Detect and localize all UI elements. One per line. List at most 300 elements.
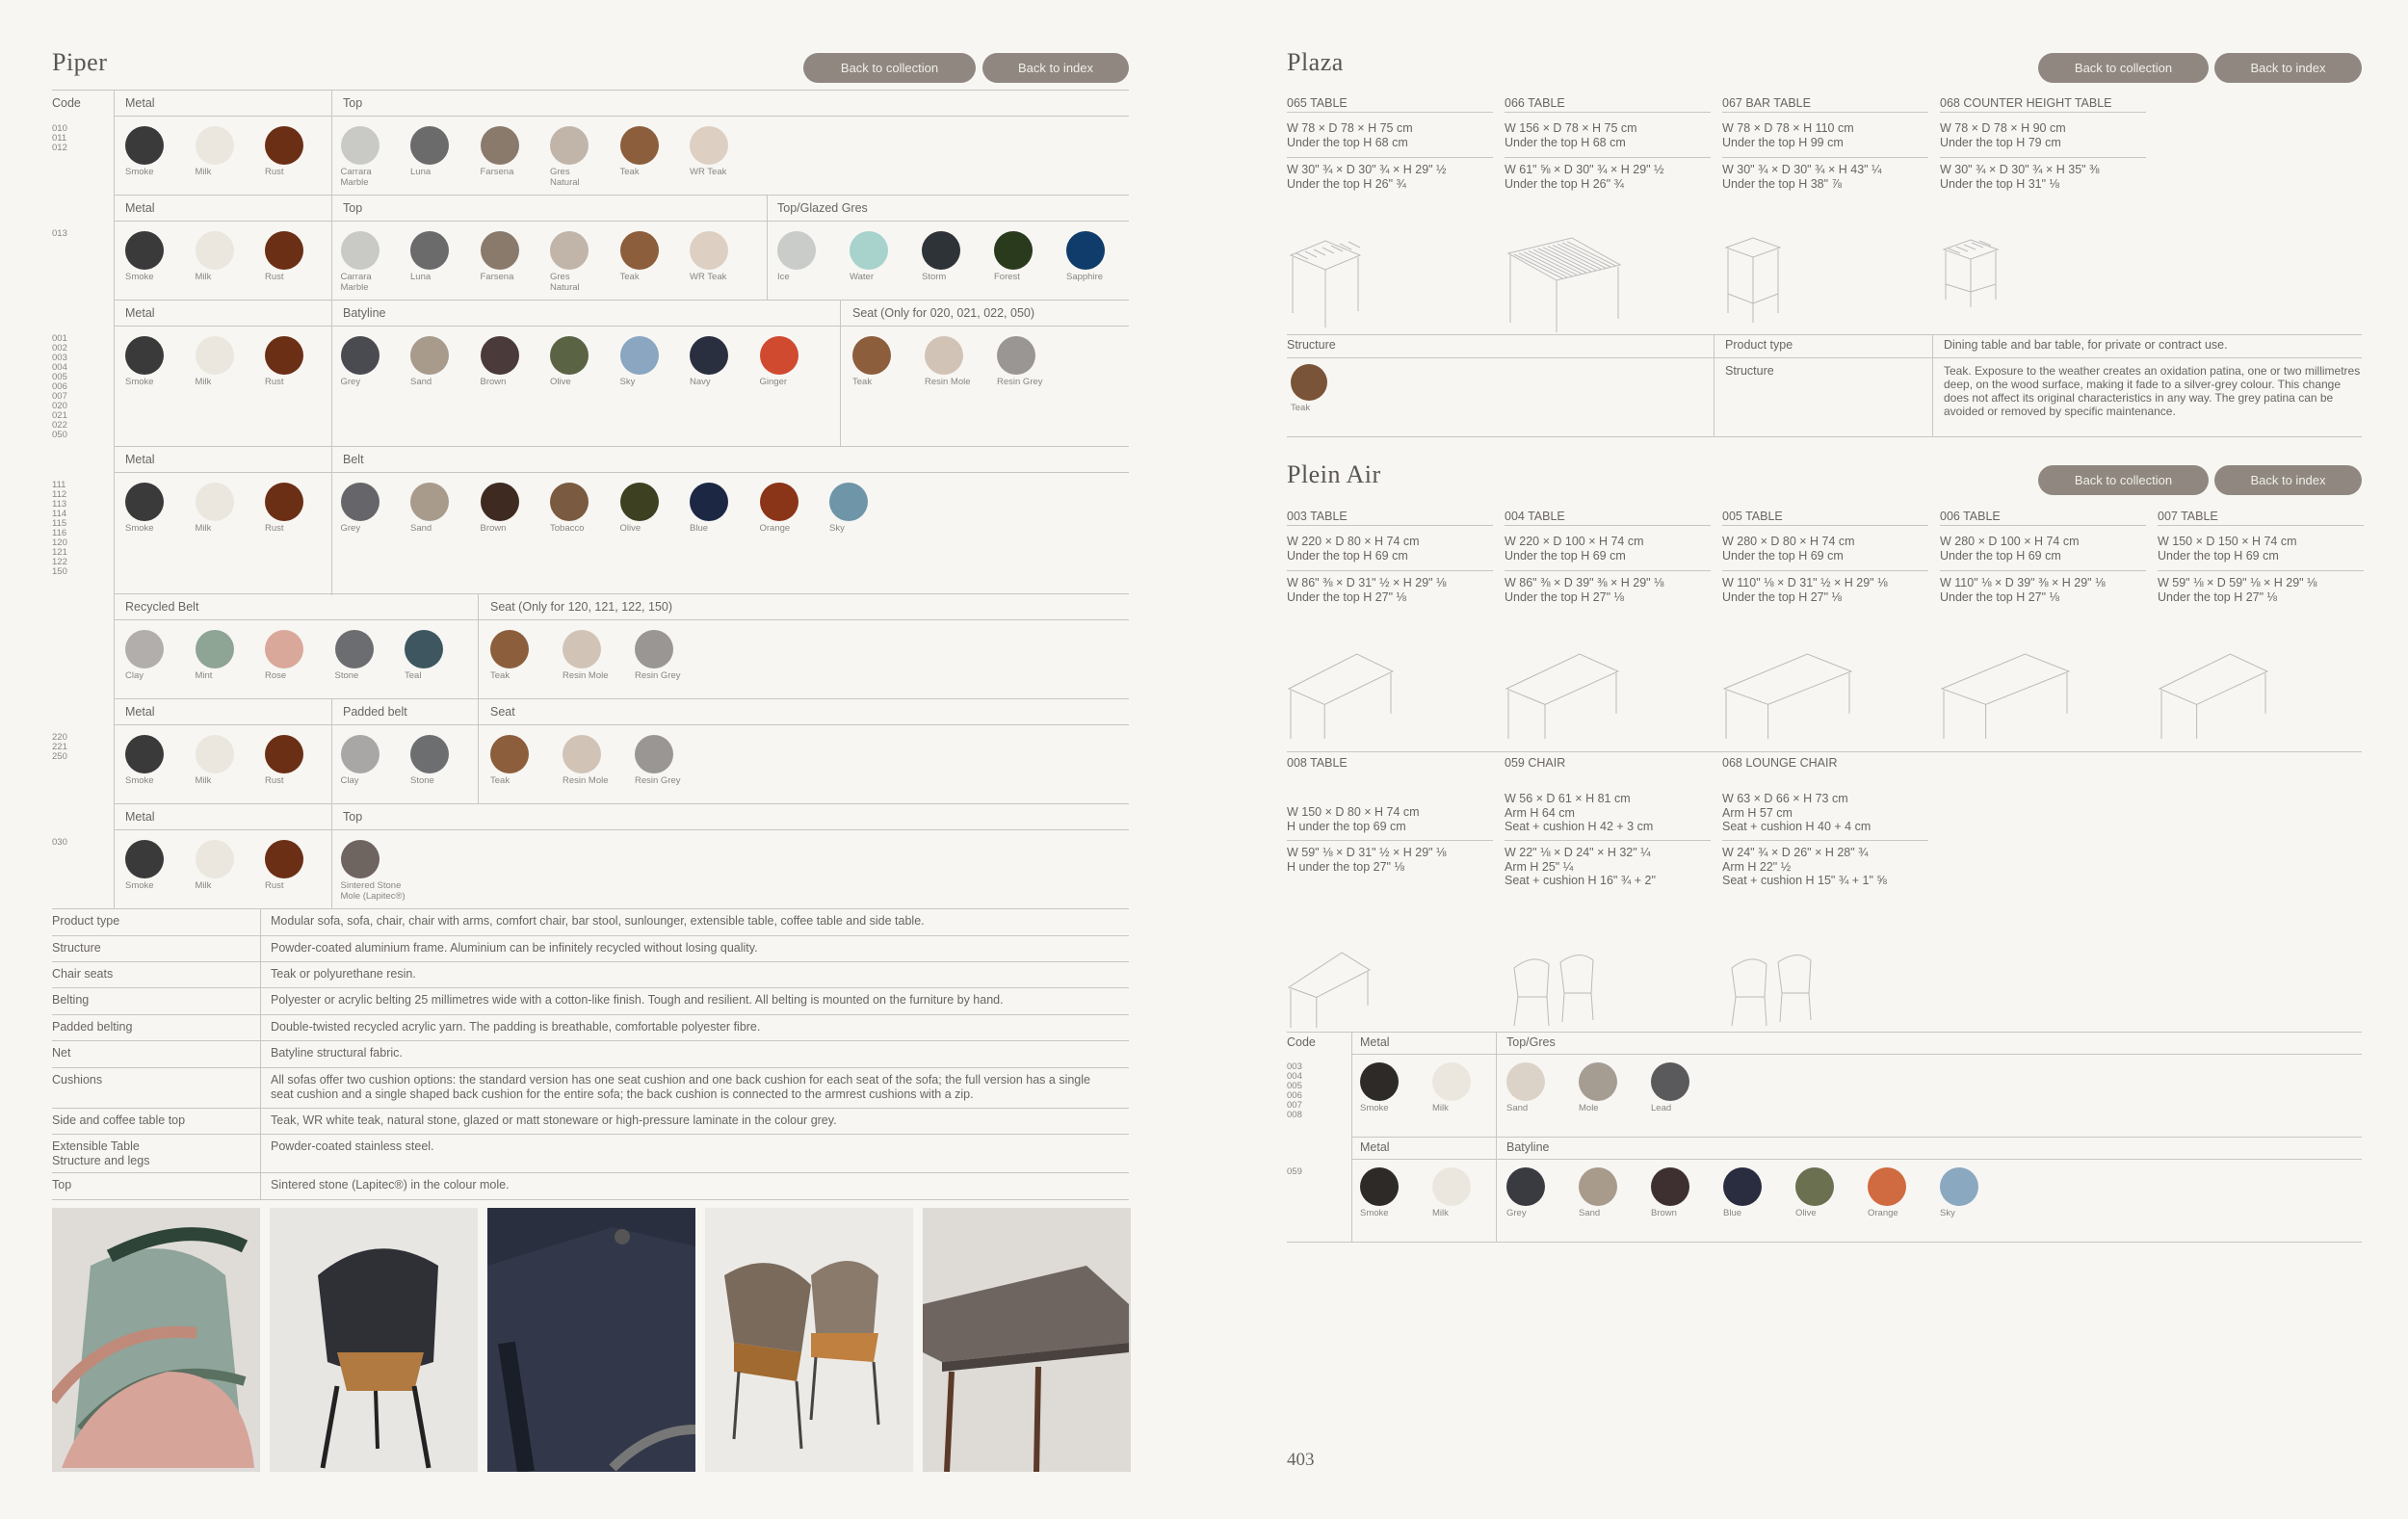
divider (52, 1040, 1129, 1041)
divider (260, 908, 261, 1199)
swatch-circle (550, 483, 589, 521)
swatch-circle (1651, 1062, 1689, 1101)
divider (114, 619, 1129, 620)
product-name: 068 COUNTER HEIGHT TABLE (1940, 96, 2112, 110)
divider (52, 935, 1129, 936)
swatch-circle (997, 336, 1035, 375)
imperial-dimensions: W 59" ⅛ × D 31" ½ × H 29" ⅛ H under the top 27" ⅛ (1287, 846, 1447, 874)
back-to-collection-button[interactable]: Back to collection (803, 53, 976, 83)
divider (1287, 751, 2362, 752)
swatch-circle (1579, 1062, 1617, 1101)
divider (114, 472, 1129, 473)
spec-value: Powder-coated aluminium frame. Aluminium can be infinitely recycled without losing quality. (271, 941, 758, 955)
swatch-label: Orange (1868, 1208, 1898, 1218)
group-header: Batyline (1506, 1140, 1550, 1154)
swatch-label: Olive (550, 377, 571, 387)
swatch-label: Milk (195, 272, 212, 282)
back-to-collection-button[interactable]: Back to collection (2038, 465, 2209, 495)
swatch-label: Stone (410, 775, 434, 786)
swatch-circle (925, 336, 963, 375)
product-line-drawing (1722, 650, 1853, 746)
swatch-circle (410, 483, 449, 521)
group-header: Seat (Only for 120, 121, 122, 150) (490, 600, 673, 614)
swatch-circle (1940, 1167, 1978, 1206)
group-header: Belt (343, 453, 364, 466)
group-header: Metal (1360, 1035, 1390, 1049)
metric-dimensions: W 56 × D 61 × H 81 cm Arm H 64 cm Seat + cushion H 42 + 3 cm (1505, 792, 1654, 833)
swatch-label: Sand (1506, 1103, 1529, 1113)
group-header: Seat (490, 705, 515, 719)
product-codes: 220 221 250 (52, 732, 67, 762)
swatch-circle (410, 126, 449, 165)
product-line-drawing (1287, 650, 1395, 746)
group-header: Metal (125, 453, 155, 466)
divider (1287, 334, 2362, 335)
spec-value: Powder-coated stainless steel. (271, 1139, 434, 1153)
swatch-circle (563, 630, 601, 668)
divider (52, 1108, 1129, 1109)
swatch-label: Brown (480, 523, 507, 534)
structure-text: Teak. Exposure to the weather creates an oxidation patina, one or two millimetres deep, on the wood surface, making it fade to a silver-grey colour. This change does not affect its original characteristics in any way. The grey patina can be avoided or removed by specific maintenance. (1944, 364, 2361, 418)
swatch-circle (335, 630, 374, 668)
product-name: 065 TABLE (1287, 96, 1348, 110)
swatch-label: Tobacco (550, 523, 585, 534)
swatch-label: Luna (410, 272, 432, 282)
product-line-drawing (1722, 949, 1819, 1034)
swatch-circle (125, 630, 164, 668)
swatch-circle (690, 483, 728, 521)
divider (114, 116, 1129, 117)
product-photo (270, 1208, 478, 1472)
swatch-circle (1506, 1062, 1545, 1101)
swatch-label: Resin Grey (635, 670, 681, 681)
product-name: 006 TABLE (1940, 510, 2001, 523)
swatch-label: Sky (829, 523, 845, 534)
swatch-label: Orange (759, 523, 791, 534)
metric-dimensions: W 78 × D 78 × H 110 cm Under the top H 99 cm (1722, 121, 1854, 149)
imperial-dimensions: W 30" ¾ × D 30" ¾ × H 29" ½ Under the top H 26" ¾ (1287, 163, 1447, 191)
swatch-label: Olive (1795, 1208, 1817, 1218)
swatch-label: Resin Grey (635, 775, 681, 786)
divider (1287, 1032, 2362, 1033)
swatch-circle (125, 840, 164, 878)
code-column-header: Code (1287, 1035, 1316, 1049)
swatch-label: Sand (1579, 1208, 1601, 1218)
swatch-circle (1723, 1167, 1762, 1206)
swatch-circle (620, 126, 659, 165)
product-name: 005 TABLE (1722, 510, 1783, 523)
divider (1505, 525, 1711, 526)
swatch-label: Clay (125, 670, 144, 681)
swatch (997, 336, 1190, 404)
swatch-circle (265, 840, 303, 878)
divider (114, 593, 1129, 594)
swatch-circle (1579, 1167, 1617, 1206)
swatch-label: Stone (334, 670, 359, 681)
spec-label: Chair seats (52, 967, 114, 981)
divider (1932, 334, 1933, 436)
divider (114, 724, 1129, 725)
divider (331, 90, 332, 595)
swatch-circle (777, 231, 816, 270)
group-header: Padded belt (343, 705, 407, 719)
spec-label: Structure (52, 941, 101, 955)
divider (114, 195, 1129, 196)
divider (114, 300, 1129, 301)
swatch-circle (690, 336, 728, 375)
imperial-dimensions: W 61" ⅝ × D 30" ¾ × H 29" ½ Under the top H 26" ¾ (1505, 163, 1664, 191)
divider (52, 1172, 1129, 1173)
product-codes: 059 (1287, 1166, 1302, 1177)
metric-dimensions: W 63 × D 66 × H 73 cm Arm H 57 cm Seat + cushion H 40 + 4 cm (1722, 792, 1871, 833)
spec-value: Modular sofa, sofa, chair, chair with arms, comfort chair, bar stool, sunlounger, extensible table, coffee table and side table. (271, 914, 925, 928)
product-name: 068 LOUNGE CHAIR (1722, 756, 1838, 770)
metric-dimensions: W 78 × D 78 × H 75 cm Under the top H 68 cm (1287, 121, 1413, 149)
swatch-circle (850, 231, 888, 270)
page-number: 403 (1287, 1450, 1315, 1470)
spec-label: Top (52, 1178, 72, 1192)
swatch-label: Sand (410, 377, 432, 387)
divider (1940, 525, 2146, 526)
product-name: 059 CHAIR (1505, 756, 1566, 770)
spec-value: Teak or polyurethane resin. (271, 967, 416, 981)
swatch-label: Teal (405, 670, 422, 681)
swatch-circle (690, 231, 728, 270)
product-codes: 010 011 012 (52, 123, 67, 153)
divider (1287, 157, 1493, 158)
swatch-label: Lead (1651, 1103, 1672, 1113)
divider (2158, 570, 2364, 571)
swatch-label: Teak (490, 670, 510, 681)
swatch-circle (1432, 1167, 1471, 1206)
metric-dimensions: W 156 × D 78 × H 75 cm Under the top H 68 cm (1505, 121, 1637, 149)
swatch-circle (1066, 231, 1105, 270)
swatch-label: WR Teak (690, 167, 727, 177)
swatch-circle (265, 483, 303, 521)
swatch-label: Smoke (125, 272, 154, 282)
swatch-label: Rust (265, 775, 284, 786)
back-to-index-button[interactable]: Back to index (2214, 53, 2362, 83)
product-codes: 003 004 005 006 007 008 (1287, 1061, 1302, 1120)
imperial-dimensions: W 59" ⅛ × D 59" ⅛ × H 29" ⅛ Under the top H 27" ⅛ (2158, 576, 2317, 604)
swatch-circle (1868, 1167, 1906, 1206)
swatch-label: Teak (852, 377, 873, 387)
back-to-collection-button[interactable]: Back to collection (2038, 53, 2209, 83)
divider (1940, 112, 2146, 113)
swatch-circle (265, 735, 303, 773)
swatch-label: Navy (690, 377, 711, 387)
group-header: Seat (Only for 020, 021, 022, 050) (852, 306, 1035, 320)
swatch-label: Rust (265, 880, 284, 891)
metric-dimensions: W 220 × D 100 × H 74 cm Under the top H 69 cm (1505, 535, 1644, 563)
product-codes: 030 (52, 837, 67, 848)
divider (1722, 157, 1928, 158)
swatch-label: Carrara Marble (340, 272, 372, 293)
swatch-circle (265, 231, 303, 270)
code-column-header: Code (52, 96, 81, 110)
swatch-circle (760, 483, 798, 521)
product-photo (705, 1208, 913, 1472)
swatch-label: Olive (619, 523, 641, 534)
divider (1287, 570, 1493, 571)
swatch-circle (196, 735, 234, 773)
swatch-label: Smoke (1360, 1208, 1389, 1218)
swatch-label: Milk (195, 880, 212, 891)
swatch-label: Rust (265, 523, 284, 534)
group-header: Metal (125, 306, 155, 320)
swatch-circle (550, 336, 589, 375)
swatch-label: Brown (1651, 1208, 1677, 1218)
swatch-circle (405, 630, 443, 668)
swatch-label: Water (850, 272, 874, 282)
divider (1505, 840, 1711, 841)
divider (1722, 840, 1928, 841)
swatch-circle (341, 126, 380, 165)
swatch-label: Brown (480, 377, 507, 387)
swatch (1940, 1167, 2133, 1235)
divider (840, 300, 841, 446)
spec-label: Extensible Table Structure and legs (52, 1139, 150, 1167)
swatch-label: Resin Grey (997, 377, 1043, 387)
swatch-circle (125, 231, 164, 270)
swatch-circle (1432, 1062, 1471, 1101)
swatch (341, 840, 534, 907)
product-photo (52, 1208, 260, 1472)
divider (1722, 112, 1928, 113)
product-codes: 001 002 003 004 005 006 007 020 021 022 050 (52, 333, 67, 440)
divider (478, 593, 479, 803)
swatch-label: Teak (1291, 403, 1311, 413)
swatch-circle (994, 231, 1033, 270)
swatch-label: Smoke (125, 880, 154, 891)
spec-label: Padded belting (52, 1020, 133, 1034)
group-header: Metal (125, 810, 155, 824)
spec-value: Double-twisted recycled acrylic yarn. The padding is breathable, comfortable polyester fibre. (271, 1020, 761, 1034)
swatch-circle (265, 336, 303, 375)
product-name: 007 TABLE (2158, 510, 2218, 523)
swatch-circle (481, 336, 519, 375)
group-header: Top (343, 810, 363, 824)
product-name: 004 TABLE (1505, 510, 1565, 523)
swatch-label: Smoke (125, 167, 154, 177)
swatch-circle (265, 630, 303, 668)
swatch-label: Forest (994, 272, 1020, 282)
swatch-circle (481, 231, 519, 270)
swatch-circle (563, 735, 601, 773)
swatch-circle (490, 630, 529, 668)
divider (1496, 1032, 1497, 1242)
divider (1287, 436, 2362, 437)
swatch (1291, 364, 1483, 432)
divider (114, 698, 1129, 699)
swatch (1066, 231, 1259, 299)
metric-dimensions: W 150 × D 150 × H 74 cm Under the top H 69 cm (2158, 535, 2297, 563)
section-title-plaza: Plaza (1287, 48, 1344, 76)
left-page (0, 0, 1185, 1519)
swatch-label: Sky (619, 377, 636, 387)
swatch-label: Smoke (1360, 1103, 1389, 1113)
group-header: Metal (1360, 1140, 1390, 1154)
swatch (829, 483, 1022, 550)
group-header: Top/Gres (1506, 1035, 1556, 1049)
swatch-label: Grey (1506, 1208, 1527, 1218)
spec-value: Sintered stone (Lapitec®) in the colour mole. (271, 1178, 510, 1192)
swatch-label: Sapphire (1066, 272, 1104, 282)
imperial-dimensions: W 86" ⅜ × D 31" ½ × H 29" ⅛ Under the top H 27" ⅛ (1287, 576, 1447, 604)
divider (52, 90, 1129, 91)
metric-dimensions: W 280 × D 100 × H 74 cm Under the top H 69 cm (1940, 535, 2080, 563)
divider (52, 961, 1129, 962)
group-header: Metal (125, 705, 155, 719)
swatch-circle (635, 735, 673, 773)
swatch-label: Sand (410, 523, 432, 534)
imperial-dimensions: W 110" ⅛ × D 39" ⅜ × H 29" ⅛ Under the top H 27" ⅛ (1940, 576, 2106, 604)
spec-value: Teak, WR white teak, natural stone, glazed or matt stoneware or high-pressure laminate in the colour grey. (271, 1113, 837, 1127)
product-name: 066 TABLE (1505, 96, 1565, 110)
divider (1940, 570, 2146, 571)
divider (1505, 112, 1711, 113)
divider (52, 1067, 1129, 1068)
swatch-label: Grey (340, 523, 361, 534)
swatch-circle (1291, 364, 1327, 401)
swatch-circle (550, 231, 589, 270)
spec-label: Belting (52, 993, 90, 1007)
group-header: Top (343, 201, 363, 215)
product-line-drawing (1505, 949, 1601, 1034)
swatch (690, 126, 882, 194)
divider (52, 1199, 1129, 1200)
swatch-label: Resin Mole (563, 775, 609, 786)
product-type-label: Product type (1725, 338, 1793, 352)
swatch-label: Smoke (125, 775, 154, 786)
metric-dimensions: W 280 × D 80 × H 74 cm Under the top H 69 cm (1722, 535, 1855, 563)
divider (1287, 525, 1493, 526)
spec-value: Batyline structural fabric. (271, 1046, 403, 1060)
swatch-circle (196, 483, 234, 521)
product-line-drawing (2158, 650, 2269, 746)
group-header: Metal (125, 96, 155, 110)
divider (52, 987, 1129, 988)
product-name: 008 TABLE (1287, 756, 1348, 770)
swatch-circle (265, 126, 303, 165)
swatch (635, 630, 827, 697)
group-header: Top (343, 96, 363, 110)
swatch-label: Milk (1432, 1103, 1449, 1113)
swatch-label: Teak (619, 272, 640, 282)
imperial-dimensions: W 30" ¾ × D 30" ¾ × H 43" ¼ Under the top H 38" ⅞ (1722, 163, 1882, 191)
metric-dimensions: W 150 × D 80 × H 74 cm H under the top 69 cm (1287, 805, 1420, 833)
swatch-label: Carrara Marble (340, 167, 372, 188)
swatch-label: Sintered Stone Mole (Lapitec®) (340, 880, 406, 902)
swatch-circle (852, 336, 891, 375)
swatch-label: Milk (195, 377, 212, 387)
swatch-circle (125, 126, 164, 165)
swatch-label: Teak (490, 775, 510, 786)
divider (52, 1014, 1129, 1015)
swatch-label: Rose (265, 670, 287, 681)
swatch-circle (635, 630, 673, 668)
swatch-circle (829, 483, 868, 521)
divider (1722, 570, 1928, 571)
swatch-circle (1795, 1167, 1834, 1206)
swatch-label: Rust (265, 167, 284, 177)
swatch-circle (410, 231, 449, 270)
swatch-label: Milk (195, 523, 212, 534)
swatch-circle (125, 483, 164, 521)
swatch-circle (550, 126, 589, 165)
divider (2158, 525, 2364, 526)
swatch-circle (690, 126, 728, 165)
back-to-index-button[interactable]: Back to index (2214, 465, 2362, 495)
divider (52, 1134, 1129, 1135)
swatch-label: Ice (777, 272, 790, 282)
swatch-label: Milk (195, 775, 212, 786)
product-line-drawing (1940, 650, 2071, 746)
divider (114, 803, 1129, 804)
swatch-circle (196, 840, 234, 878)
swatch-label: Luna (410, 167, 432, 177)
product-line-drawing (1287, 236, 1364, 337)
swatch-label: Milk (1432, 1208, 1449, 1218)
swatch-circle (125, 735, 164, 773)
product-name: 067 BAR TABLE (1722, 96, 1811, 110)
swatch-circle (1651, 1167, 1689, 1206)
product-name: 003 TABLE (1287, 510, 1348, 523)
spec-label: Cushions (52, 1073, 103, 1087)
swatch-circle (410, 735, 449, 773)
swatch-label: Resin Mole (925, 377, 971, 387)
divider (1722, 525, 1928, 526)
divider (767, 195, 768, 300)
divider (1287, 357, 2362, 358)
divider (114, 446, 1129, 447)
swatch-label: Sky (1940, 1208, 1955, 1218)
swatch-label: WR Teak (690, 272, 727, 282)
swatch-circle (1506, 1167, 1545, 1206)
swatch-label: Resin Mole (563, 670, 609, 681)
swatch-circle (760, 336, 798, 375)
right-page (1235, 0, 2408, 1519)
swatch-label: Farsena (480, 167, 514, 177)
divider (1351, 1159, 2362, 1160)
swatch-circle (1360, 1167, 1399, 1206)
divider (1351, 1137, 2362, 1138)
divider (114, 829, 1129, 830)
product-type-text: Dining table and bar table, for private or contract use. (1944, 338, 2228, 352)
swatch-label: Milk (195, 167, 212, 177)
swatch-label: Smoke (125, 523, 154, 534)
divider (52, 908, 1129, 909)
structure-label: Structure (1725, 364, 1774, 378)
product-photo (923, 1208, 1131, 1472)
imperial-dimensions: W 86" ⅜ × D 39" ⅜ × H 29" ⅛ Under the top H 27" ⅛ (1505, 576, 1664, 604)
swatch-circle (410, 336, 449, 375)
imperial-dimensions: W 30" ¾ × D 30" ¾ × H 35" ⅜ Under the top H 31" ⅛ (1940, 163, 2100, 191)
swatch-circle (620, 336, 659, 375)
spec-label: Net (52, 1046, 71, 1060)
swatch-circle (341, 735, 380, 773)
divider (1505, 570, 1711, 571)
imperial-dimensions: W 24" ¾ × D 26" × H 28" ¾ Arm H 22" ½ Seat + cushion H 15" ¾ + 1" ⅝ (1722, 846, 1887, 887)
back-to-index-button[interactable]: Back to index (982, 53, 1129, 83)
swatch-circle (481, 483, 519, 521)
swatch-circle (341, 336, 380, 375)
swatch-label: Storm (922, 272, 947, 282)
swatch-label: Teak (619, 167, 640, 177)
swatch-label: Gres Natural (550, 272, 580, 293)
swatch-circle (196, 231, 234, 270)
structure-label: Structure (1287, 338, 1336, 352)
